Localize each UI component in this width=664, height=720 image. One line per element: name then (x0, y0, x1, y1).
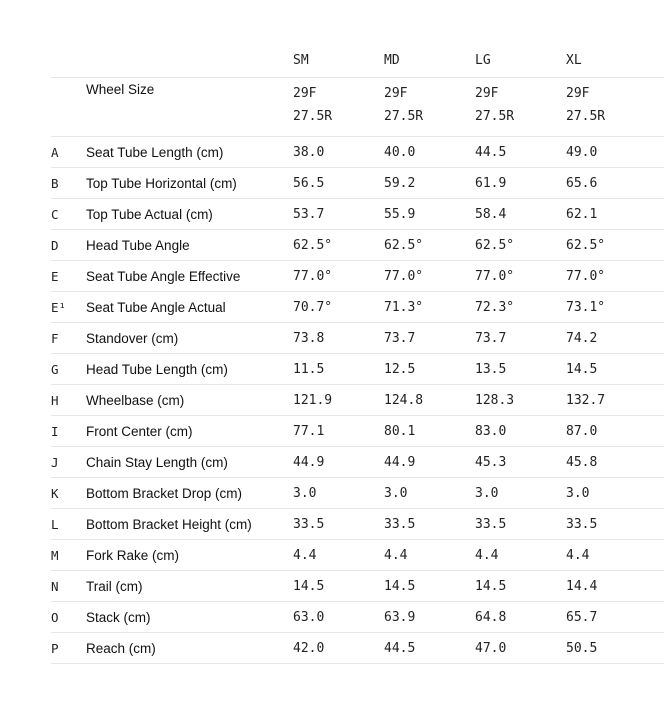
row-value-lg: 62.5° (475, 230, 566, 261)
wheel-size-sm (293, 78, 384, 137)
row-value-md: 33.5 (384, 509, 475, 540)
row-label: Bottom Bracket Drop (cm) (86, 478, 293, 509)
row-value-lg: 14.5 (475, 571, 566, 602)
row-label: Seat Tube Length (cm) (86, 137, 293, 168)
row-value-lg: 73.7 (475, 323, 566, 354)
row-value-md: 12.5 (384, 354, 475, 385)
wheel-size-lg (475, 78, 566, 137)
row-value-sm: 73.8 (293, 323, 384, 354)
table-row (51, 540, 664, 571)
row-value-md: 73.7 (384, 323, 475, 354)
header-label-spacer (86, 44, 293, 78)
table-row (51, 354, 664, 385)
wheel-size-md (384, 78, 475, 137)
wheel-size-rear: 27.5R (475, 109, 515, 124)
row-value-sm: 77.0° (293, 261, 384, 292)
row-value-lg: 4.4 (475, 540, 566, 571)
wheel-size-front: 29F (566, 86, 590, 101)
row-label: Standover (cm) (86, 323, 293, 354)
wheel-size-letter (51, 78, 86, 137)
row-letter: A (51, 137, 86, 168)
row-value-lg: 47.0 (475, 633, 566, 664)
row-value-md: 40.0 (384, 137, 475, 168)
row-value-md: 62.5° (384, 230, 475, 261)
table-row (51, 571, 664, 602)
row-value-xl: 33.5 (566, 509, 664, 540)
row-letter: I (51, 416, 86, 447)
row-label: Stack (cm) (86, 602, 293, 633)
size-header-row (51, 44, 664, 78)
row-value-xl: 3.0 (566, 478, 664, 509)
row-label: Front Center (cm) (86, 416, 293, 447)
size-header-sm: SM (293, 44, 384, 78)
row-value-md: 59.2 (384, 168, 475, 199)
table-row (51, 385, 664, 416)
row-value-md: 3.0 (384, 478, 475, 509)
row-label: Fork Rake (cm) (86, 540, 293, 571)
row-value-sm: 63.0 (293, 602, 384, 633)
row-value-xl: 62.5° (566, 230, 664, 261)
row-label: Chain Stay Length (cm) (86, 447, 293, 478)
wheel-size-rear: 27.5R (293, 109, 333, 124)
wheel-size-row (51, 78, 664, 137)
row-value-md: 14.5 (384, 571, 475, 602)
row-label: Bottom Bracket Height (cm) (86, 509, 293, 540)
size-header-lg: LG (475, 44, 566, 78)
geometry-table (51, 44, 664, 664)
row-value-sm: 44.9 (293, 447, 384, 478)
row-value-xl: 14.5 (566, 354, 664, 385)
row-letter: F (51, 323, 86, 354)
row-letter: D (51, 230, 86, 261)
row-value-sm: 38.0 (293, 137, 384, 168)
row-value-xl: 74.2 (566, 323, 664, 354)
wheel-size-xl (566, 78, 664, 137)
row-value-lg: 61.9 (475, 168, 566, 199)
row-value-sm: 56.5 (293, 168, 384, 199)
size-header-md: MD (384, 44, 475, 78)
row-value-xl: 45.8 (566, 447, 664, 478)
row-value-xl: 14.4 (566, 571, 664, 602)
row-value-xl: 77.0° (566, 261, 664, 292)
row-value-md: 77.0° (384, 261, 475, 292)
row-letter: C (51, 199, 86, 230)
row-value-sm: 33.5 (293, 509, 384, 540)
row-label: Top Tube Horizontal (cm) (86, 168, 293, 199)
size-header-xl: XL (566, 44, 664, 78)
row-label: Head Tube Angle (86, 230, 293, 261)
row-value-md: 44.9 (384, 447, 475, 478)
row-value-md: 44.5 (384, 633, 475, 664)
table-row (51, 168, 664, 199)
row-letter: H (51, 385, 86, 416)
row-value-xl: 65.6 (566, 168, 664, 199)
wheel-size-label: Wheel Size (86, 78, 293, 137)
row-label: Seat Tube Angle Actual (86, 292, 293, 323)
row-value-xl: 65.7 (566, 602, 664, 633)
row-value-md: 55.9 (384, 199, 475, 230)
row-letter: O (51, 602, 86, 633)
row-letter: B (51, 168, 86, 199)
row-value-sm: 4.4 (293, 540, 384, 571)
row-letter: K (51, 478, 86, 509)
row-letter: M (51, 540, 86, 571)
row-label: Head Tube Length (cm) (86, 354, 293, 385)
wheel-size-rear: 27.5R (566, 109, 606, 124)
table-row (51, 230, 664, 261)
row-value-sm: 14.5 (293, 571, 384, 602)
table-row (51, 323, 664, 354)
row-value-lg: 44.5 (475, 137, 566, 168)
row-value-sm: 11.5 (293, 354, 384, 385)
geometry-table-body (51, 78, 664, 664)
row-value-lg: 72.3° (475, 292, 566, 323)
row-value-lg: 77.0° (475, 261, 566, 292)
row-value-xl: 87.0 (566, 416, 664, 447)
row-value-md: 4.4 (384, 540, 475, 571)
row-label: Wheelbase (cm) (86, 385, 293, 416)
table-row (51, 602, 664, 633)
row-value-lg: 45.3 (475, 447, 566, 478)
table-row (51, 633, 664, 664)
row-value-md: 71.3° (384, 292, 475, 323)
table-row (51, 137, 664, 168)
row-value-lg: 83.0 (475, 416, 566, 447)
row-letter: J (51, 447, 86, 478)
table-row (51, 416, 664, 447)
wheel-size-front: 29F (475, 86, 499, 101)
wheel-size-rear: 27.5R (384, 109, 424, 124)
row-value-md: 80.1 (384, 416, 475, 447)
row-value-sm: 70.7° (293, 292, 384, 323)
row-value-sm: 77.1 (293, 416, 384, 447)
row-value-md: 124.8 (384, 385, 475, 416)
table-row (51, 478, 664, 509)
row-value-lg: 64.8 (475, 602, 566, 633)
row-value-lg: 3.0 (475, 478, 566, 509)
table-row (51, 292, 664, 323)
row-value-sm: 53.7 (293, 199, 384, 230)
row-label: Trail (cm) (86, 571, 293, 602)
wheel-size-front: 29F (384, 86, 408, 101)
header-letter-spacer (51, 44, 86, 78)
row-value-sm: 42.0 (293, 633, 384, 664)
row-value-xl: 49.0 (566, 137, 664, 168)
row-value-xl: 73.1° (566, 292, 664, 323)
row-label: Seat Tube Angle Effective (86, 261, 293, 292)
row-letter: G (51, 354, 86, 385)
row-letter: E¹ (51, 292, 86, 323)
row-value-xl: 62.1 (566, 199, 664, 230)
row-value-sm: 121.9 (293, 385, 384, 416)
row-value-xl: 4.4 (566, 540, 664, 571)
row-label: Reach (cm) (86, 633, 293, 664)
row-letter: L (51, 509, 86, 540)
row-letter: E (51, 261, 86, 292)
row-value-xl: 50.5 (566, 633, 664, 664)
row-value-lg: 33.5 (475, 509, 566, 540)
table-row (51, 447, 664, 478)
table-row (51, 199, 664, 230)
row-label: Top Tube Actual (cm) (86, 199, 293, 230)
row-value-lg: 128.3 (475, 385, 566, 416)
row-letter: N (51, 571, 86, 602)
table-row (51, 509, 664, 540)
row-value-md: 63.9 (384, 602, 475, 633)
wheel-size-front: 29F (293, 86, 317, 101)
row-value-xl: 132.7 (566, 385, 664, 416)
table-row (51, 261, 664, 292)
row-value-sm: 62.5° (293, 230, 384, 261)
row-value-sm: 3.0 (293, 478, 384, 509)
row-value-lg: 13.5 (475, 354, 566, 385)
row-letter: P (51, 633, 86, 664)
row-value-lg: 58.4 (475, 199, 566, 230)
